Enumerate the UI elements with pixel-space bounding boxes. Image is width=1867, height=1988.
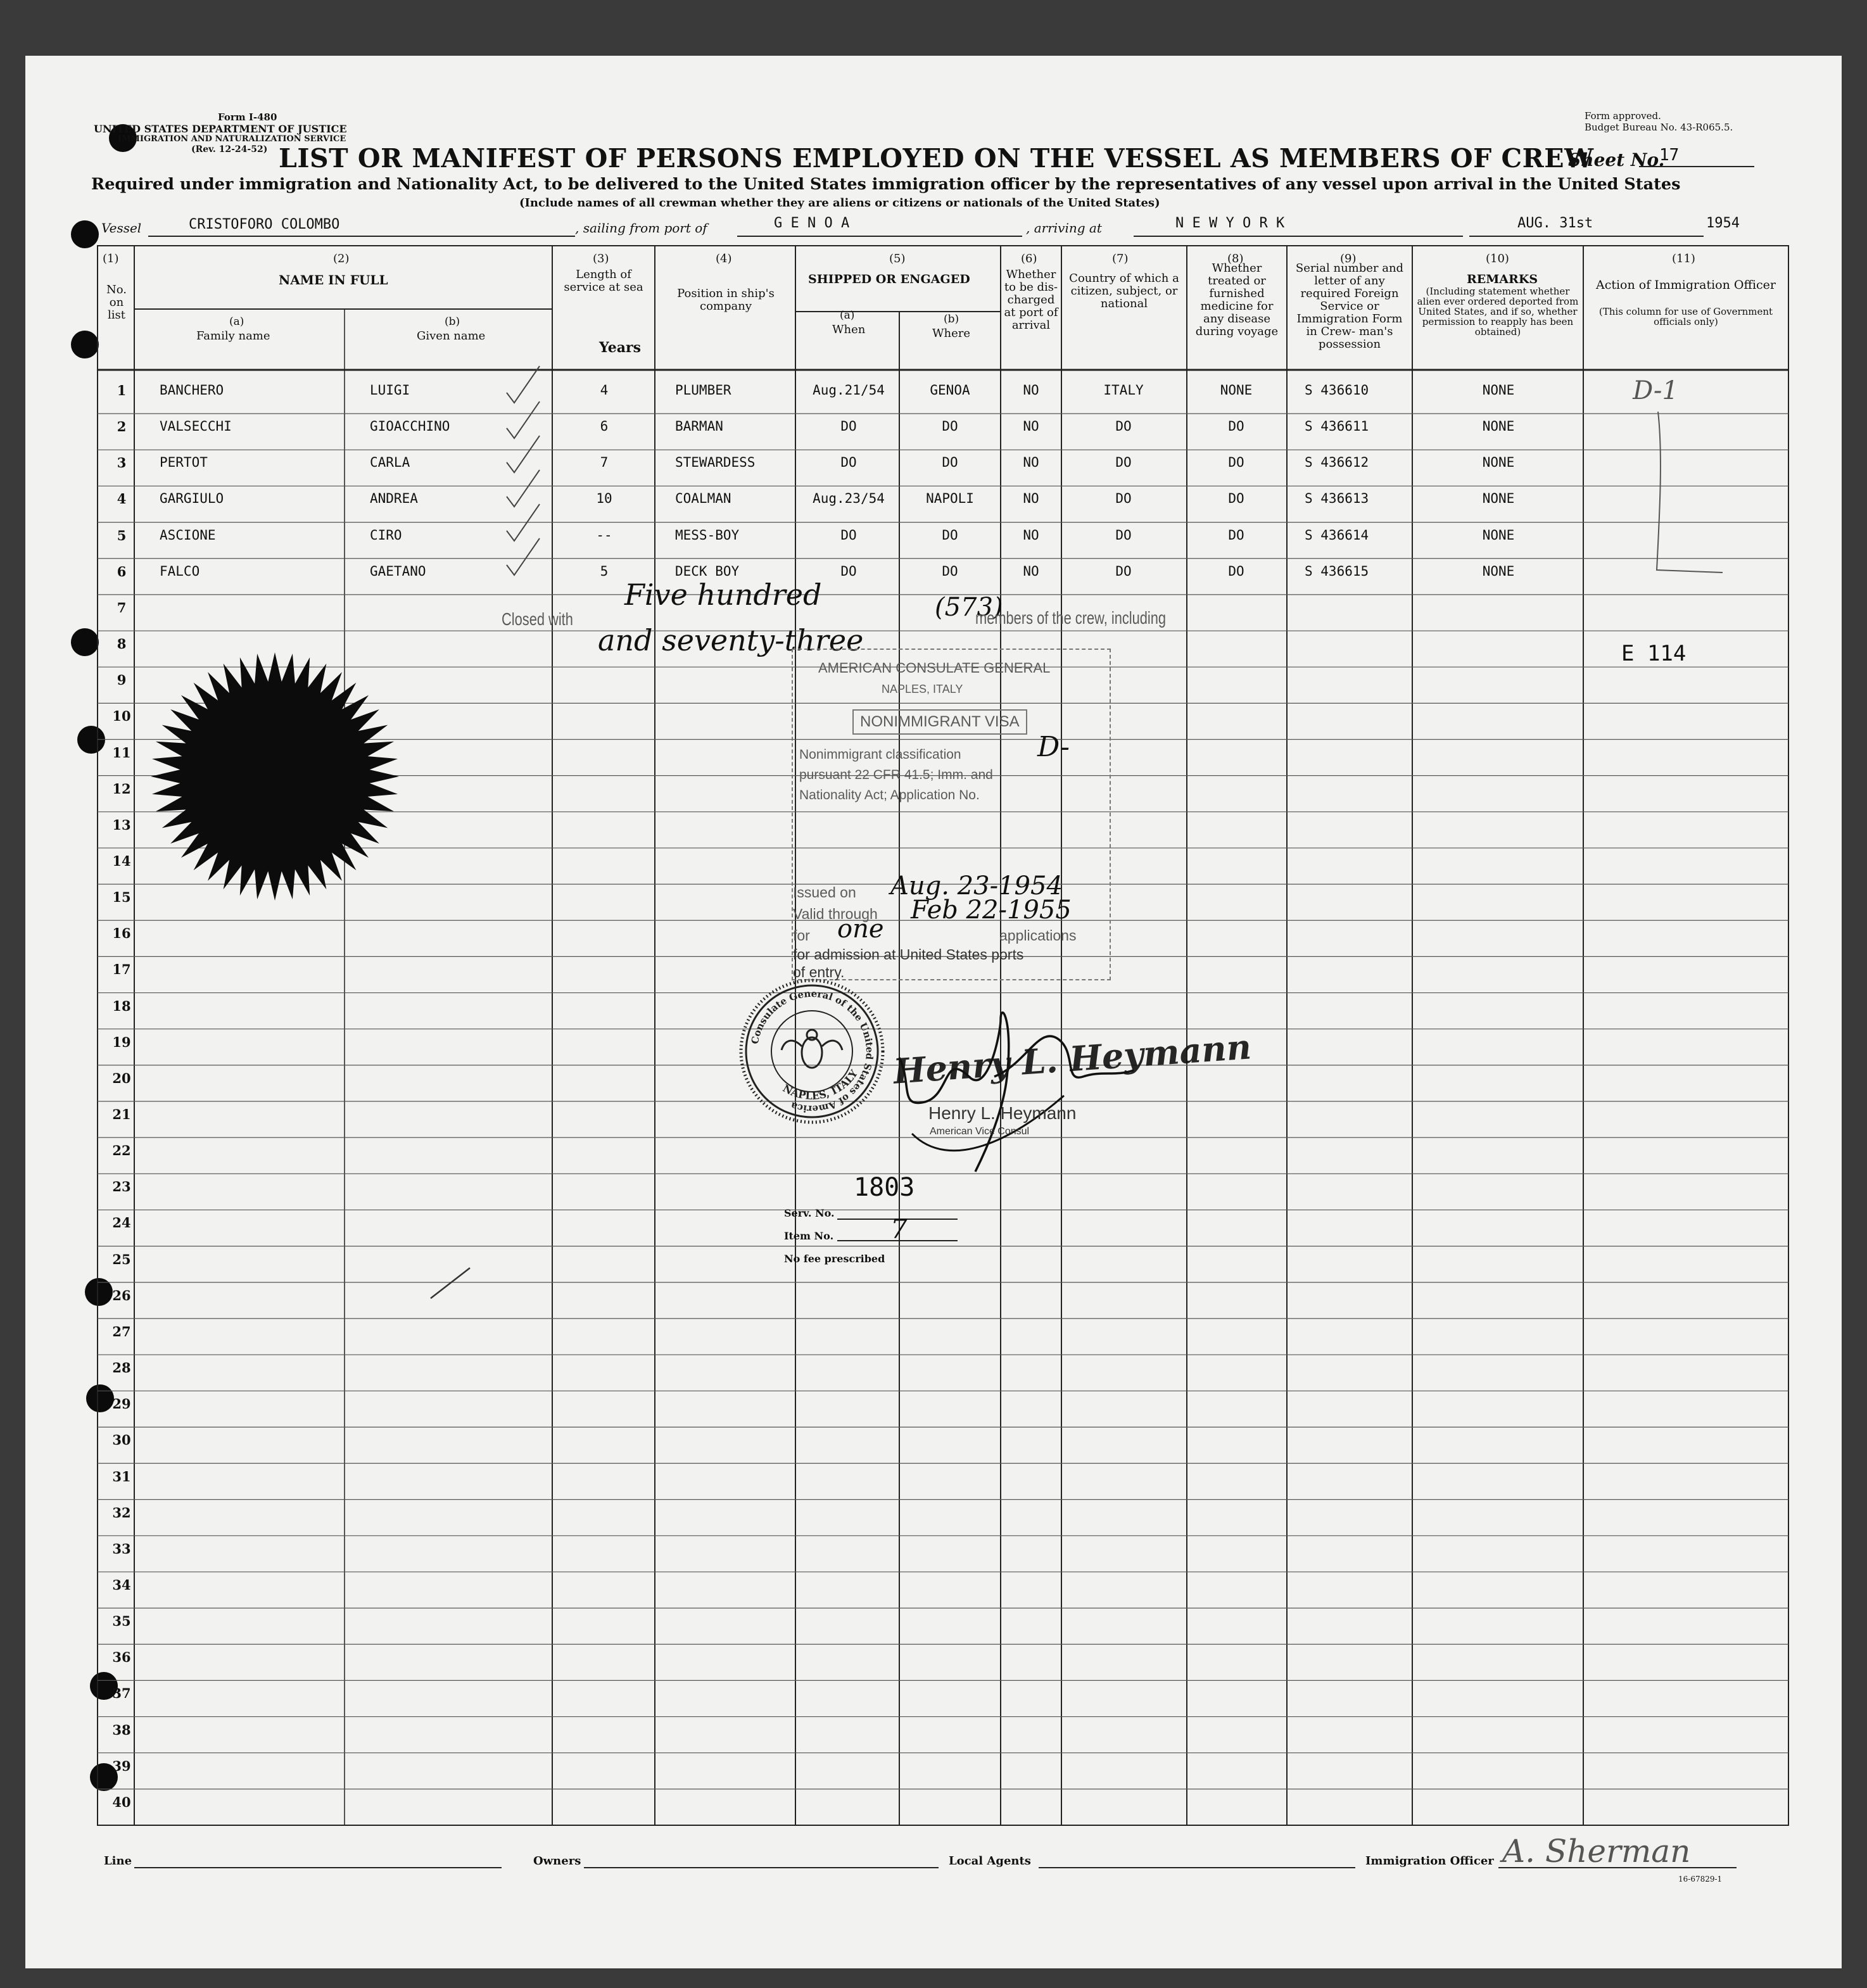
row-number: 21 — [112, 1106, 131, 1122]
arrival-port: N E W Y O R K — [1175, 215, 1285, 231]
item-no-value: 7 — [890, 1213, 908, 1244]
row-number: 5 — [117, 527, 127, 543]
row-number: 35 — [112, 1613, 131, 1630]
row-number: 19 — [112, 1034, 131, 1050]
budget-bureau-line: Budget Bureau No. 43-R065.5. — [1585, 122, 1733, 133]
visa-for-label: for — [793, 927, 810, 944]
row-number: 18 — [112, 997, 131, 1014]
ship-position: MESS-BOY — [675, 527, 740, 543]
fee-number: 1803 — [854, 1173, 915, 1202]
col2a-number: (a) — [229, 315, 244, 328]
years-of-service: 7 — [600, 455, 609, 471]
col5b-number: (b) — [944, 313, 959, 326]
col2-number: (2) — [333, 252, 350, 265]
vessel-label: Vessel — [101, 220, 142, 236]
row-number: 28 — [112, 1360, 131, 1376]
row-number: 26 — [112, 1287, 131, 1303]
visa-regulation: pursuant 22 CFR 41.5; Imm. and — [799, 768, 993, 782]
row-number: 22 — [112, 1143, 131, 1159]
row-number: 15 — [112, 889, 131, 906]
closing-hand-number: (573) — [935, 593, 1003, 622]
footer-line-underline — [134, 1867, 502, 1868]
row-number: 16 — [112, 925, 131, 942]
col10-note: (Including statement whether alien ever ordered deported from United States, and if so, whether permission to reapply has been obtained) — [1417, 286, 1579, 338]
form-revision: (Rev. 12-24-52) — [191, 144, 268, 155]
approval-line: Form approved. — [1585, 110, 1661, 122]
no-fee-label: No fee prescribed — [784, 1253, 885, 1265]
row-number: 17 — [112, 961, 131, 978]
col5-number: (5) — [889, 252, 906, 265]
row-number: 38 — [112, 1721, 131, 1738]
row-number: 7 — [117, 599, 127, 616]
visa-classification-hand: D- — [1037, 731, 1070, 763]
country: DO — [1115, 527, 1132, 543]
col8-header: Whether treated or furnished medicine for any disease during voyage — [1195, 262, 1279, 338]
given-name: LUIGI — [370, 383, 410, 398]
col5b-header: Where — [932, 327, 971, 340]
engaged-when: DO — [840, 419, 857, 434]
visa-application: Nationality Act; Application No. — [799, 788, 980, 802]
row-number: 24 — [112, 1215, 131, 1231]
row-number: 27 — [112, 1323, 131, 1339]
footer-agents-label: Local Agents — [949, 1854, 1031, 1868]
family-name: BANCHERO — [160, 383, 224, 398]
col11-number: (11) — [1672, 252, 1695, 265]
ship-position: COALMAN — [675, 491, 731, 507]
discharged-flag: NO — [1023, 455, 1039, 471]
col10-header: REMARKS — [1467, 272, 1538, 286]
row-number: 13 — [112, 816, 131, 833]
vice-consul-signature: Henry L. Heymann — [892, 1026, 1253, 1092]
closing-typed-start: Closed with — [502, 609, 573, 629]
discharged-flag: NO — [1023, 383, 1039, 398]
serial-number: S 436613 — [1305, 491, 1369, 507]
engaged-where: GENOA — [930, 383, 970, 398]
given-name: CIRO — [370, 527, 402, 543]
engaged-when: Aug.23/54 — [813, 491, 885, 507]
print-code: 16-67829-1 — [1678, 1875, 1723, 1884]
col5a-header: When — [832, 323, 866, 336]
visa-stamp-consulate: AMERICAN CONSULATE GENERAL — [818, 660, 1051, 676]
family-name: FALCO — [160, 563, 200, 579]
years-of-service: 6 — [600, 419, 609, 434]
discharged-flag: NO — [1023, 527, 1039, 543]
engaged-when: Aug.21/54 — [813, 383, 885, 398]
col5a-number: (a) — [840, 309, 855, 322]
medicine-flag: NONE — [1220, 383, 1253, 398]
row-number: 14 — [112, 852, 131, 869]
row-number: 36 — [112, 1649, 131, 1666]
col2b-number: (b) — [445, 315, 460, 328]
col2-header: NAME IN FULL — [279, 272, 388, 288]
row-number: 20 — [112, 1070, 131, 1086]
medicine-flag: DO — [1228, 563, 1244, 579]
engaged-when: DO — [840, 563, 857, 579]
col2b-header: Given name — [417, 329, 486, 343]
sheet-label: Sheet No. — [1568, 149, 1665, 170]
discharged-flag: NO — [1023, 563, 1039, 579]
serial-number: S 436614 — [1305, 527, 1369, 543]
row-number: 1 — [117, 383, 127, 398]
port-of-departure: G E N O A — [774, 215, 850, 231]
row-number: 29 — [112, 1396, 131, 1412]
row-number: 39 — [112, 1757, 131, 1774]
col1-header: No. on list — [106, 283, 127, 322]
remarks: NONE — [1482, 491, 1515, 507]
row-number: 31 — [112, 1468, 131, 1485]
engaged-when: DO — [840, 455, 857, 471]
row-number: 9 — [117, 672, 127, 688]
visa-valid-label: Valid through — [793, 906, 878, 922]
col11-header: Action of Immigration Officer — [1595, 278, 1776, 292]
visa-applications-label: applications — [999, 927, 1077, 944]
row-number: 30 — [112, 1432, 131, 1448]
country: ITALY — [1103, 383, 1144, 398]
col4-number: (4) — [716, 252, 732, 265]
engaged-when: DO — [840, 527, 857, 543]
medicine-flag: DO — [1228, 491, 1244, 507]
years-of-service: 10 — [596, 491, 612, 507]
arrival-year: 1954 — [1706, 215, 1740, 231]
row-number: 33 — [112, 1540, 131, 1557]
footer-owners-underline — [584, 1867, 939, 1868]
col3-number: (3) — [593, 252, 609, 265]
footer-owners-label: Owners — [533, 1854, 581, 1868]
medicine-flag: DO — [1228, 419, 1244, 434]
footer-officer-underline — [1498, 1867, 1737, 1868]
visa-stamp-city: NAPLES, ITALY — [882, 683, 963, 695]
closing-hand-line1: Five hundred — [624, 578, 822, 612]
vice-consul-title: American Vice Consul — [930, 1126, 1030, 1137]
serial-number: S 436615 — [1305, 563, 1369, 579]
consulate-embossed-seal — [736, 975, 888, 1127]
ship-position: DECK BOY — [675, 563, 740, 579]
remarks: NONE — [1482, 563, 1515, 579]
row-number: 11 — [112, 744, 131, 761]
closing-typed-end: members of the crew, including — [975, 608, 1167, 628]
family-name: PERTOT — [160, 455, 208, 471]
given-name: GIOACCHINO — [370, 419, 450, 434]
row-number: 2 — [117, 419, 127, 435]
row-number: 6 — [117, 563, 127, 579]
given-name: CARLA — [370, 455, 410, 471]
country: DO — [1115, 563, 1132, 579]
col7-number: (7) — [1112, 252, 1129, 265]
eagle-icon — [782, 1030, 842, 1068]
arrival-date: AUG. 31st — [1517, 215, 1593, 231]
department-name: UNITED STATES DEPARTMENT OF JUSTICE — [94, 123, 347, 135]
years-of-service: 5 — [600, 563, 609, 579]
visa-admission-line: for admission at United States ports — [793, 946, 1024, 963]
discharged-flag: NO — [1023, 419, 1039, 434]
visa-entry-line: of entry. — [793, 964, 845, 980]
visa-classification: Nonimmigrant classification — [799, 747, 961, 762]
officer-action: D-1 — [1633, 376, 1678, 405]
seal-city-text: NAPLES, ITALY — [780, 1067, 860, 1102]
given-name: ANDREA — [370, 491, 418, 507]
engaged-where: DO — [942, 563, 958, 579]
col11-note: (This column for use of Government officials only) — [1598, 306, 1773, 327]
col4-header: Position in ship's company — [677, 287, 775, 313]
col8-number: (8) — [1227, 252, 1244, 265]
country: DO — [1115, 491, 1132, 507]
entry-code: E 114 — [1621, 641, 1687, 666]
family-name: GARGIULO — [160, 491, 224, 507]
ship-position: PLUMBER — [675, 383, 731, 398]
row-number: 10 — [112, 708, 131, 725]
closing-hand-line2: and seventy-three — [598, 623, 864, 657]
serial-number: S 436612 — [1305, 455, 1369, 471]
col9-header: Serial number and letter of any required Foreign Service or Immigration Form in Crew- man's possession — [1295, 262, 1404, 351]
remarks: NONE — [1482, 383, 1515, 398]
visa-for-count: one — [837, 915, 884, 944]
family-name: ASCIONE — [160, 527, 216, 543]
item-no-underline — [837, 1240, 958, 1241]
footer-line-label: Line — [104, 1854, 132, 1868]
footer-agents-underline — [1039, 1867, 1355, 1868]
wafer-seal — [142, 643, 408, 909]
row-number: 32 — [112, 1504, 131, 1521]
manifest-subnote: (Include names of all crewman whether they are aliens or citizens or nationals of the United States) — [519, 196, 1160, 210]
col7-header: Country of which a citizen, subject, or national — [1069, 272, 1179, 310]
ship-position: BARMAN — [675, 419, 723, 434]
footer-officer-label: Immigration Officer — [1365, 1854, 1494, 1868]
row-number: 8 — [117, 636, 127, 652]
col1-number: (1) — [103, 252, 119, 265]
visa-valid-date: Feb 22-1955 — [911, 896, 1072, 925]
col3-header: Length of service at sea — [564, 268, 643, 294]
sailing-label: , sailing from port of — [575, 220, 707, 236]
medicine-flag: DO — [1228, 455, 1244, 471]
family-name: VALSECCHI — [160, 419, 232, 434]
remarks: NONE — [1482, 419, 1515, 434]
given-name: GAETANO — [370, 563, 426, 579]
immigration-officer-signature: A. Sherman — [1502, 1833, 1691, 1870]
col5-header: SHIPPED OR ENGAGED — [808, 272, 970, 286]
engaged-where: DO — [942, 455, 958, 471]
arriving-label: , arriving at — [1026, 220, 1102, 236]
years-of-service: 4 — [600, 383, 609, 398]
row-number: 40 — [112, 1794, 131, 1810]
row-number: 3 — [117, 455, 127, 471]
row-number: 37 — [112, 1685, 131, 1702]
row-number: 25 — [112, 1251, 131, 1267]
country: DO — [1115, 455, 1132, 471]
sheet-number: 17 — [1659, 146, 1680, 165]
visa-issued-label: Issued on — [793, 884, 856, 901]
ship-position: STEWARDESS — [675, 455, 756, 471]
form-number: Form I-480 — [218, 111, 277, 123]
years-of-service: -- — [596, 527, 612, 543]
manifest-subtitle: Required under immigration and Nationality Act, to be delivered to the United States immigration officer by the representatives of any vessel upon arrival in the United States — [91, 175, 1681, 194]
vessel-name: CRISTOFORO COLOMBO — [189, 217, 340, 232]
seal-ring-text: Consulate General of the United States of America — [749, 987, 876, 1115]
engaged-where: NAPOLI — [926, 491, 974, 507]
row-number: 4 — [117, 491, 127, 507]
row-number: 12 — [112, 780, 131, 797]
manifest-title: LIST OR MANIFEST OF PERSONS EMPLOYED ON THE VESSEL AS MEMBERS OF CREW — [279, 143, 1594, 174]
row-number: 34 — [112, 1576, 131, 1593]
service-name: IMMIGRATION AND NATURALIZATION SERVICE — [118, 134, 346, 144]
visa-stamp-type: NONIMMIGRANT VISA — [852, 709, 1027, 735]
discharged-flag: NO — [1023, 491, 1039, 507]
serv-no-label: Serv. No. — [784, 1207, 835, 1219]
engaged-where: DO — [942, 419, 958, 434]
country: DO — [1115, 419, 1132, 434]
visa-issued-date: Aug. 23-1954 — [890, 871, 1063, 901]
col6-header: Whether to be dis- charged at port of arrival — [1004, 268, 1058, 332]
visa-stamp — [792, 649, 1111, 980]
vice-consul-name: Henry L. Heymann — [928, 1103, 1077, 1123]
medicine-flag: DO — [1228, 527, 1244, 543]
col6-number: (6) — [1021, 252, 1037, 265]
col9-number: (9) — [1340, 252, 1357, 265]
col3-years: Years — [599, 339, 642, 356]
engaged-where: DO — [942, 527, 958, 543]
serial-number: S 436611 — [1305, 419, 1369, 434]
item-no-label: Item No. — [784, 1230, 834, 1242]
remarks: NONE — [1482, 527, 1515, 543]
remarks: NONE — [1482, 455, 1515, 471]
col2a-header: Family name — [196, 329, 270, 343]
serial-number: S 436610 — [1305, 383, 1369, 398]
col10-number: (10) — [1486, 252, 1509, 265]
row-number: 23 — [112, 1179, 131, 1195]
